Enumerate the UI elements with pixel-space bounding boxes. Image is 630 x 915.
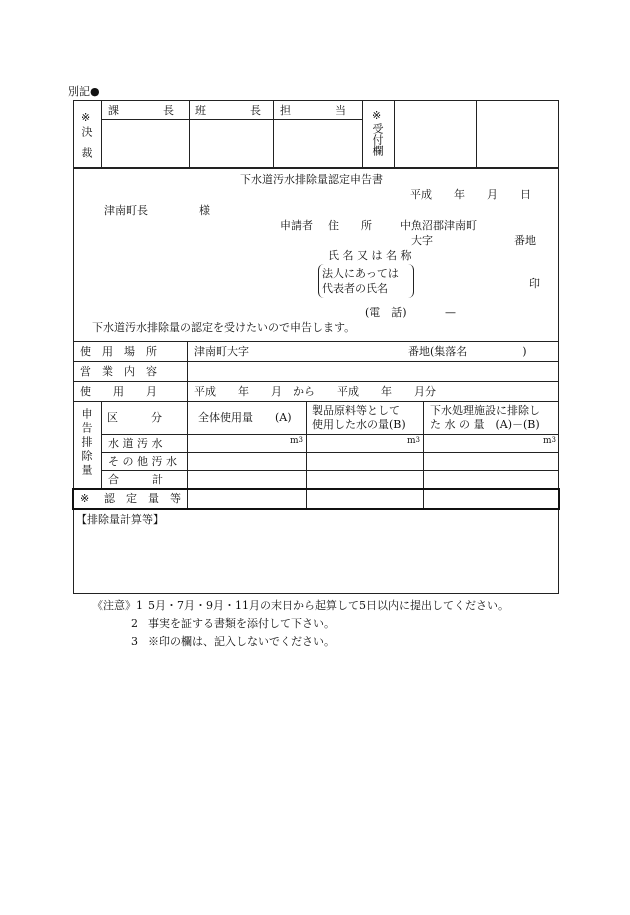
section-chief-label: 課 長 xyxy=(108,104,174,117)
address-value: 中魚沼郡津南町 xyxy=(400,219,477,232)
date-line: 平成 年 月 日 xyxy=(410,188,531,201)
row-other-label: そ の 他 汚 水 xyxy=(108,455,177,468)
note-3-text: ※印の欄は、記入しないでください。 xyxy=(148,635,335,648)
decision-label: 決裁 xyxy=(80,126,93,168)
statement: 下水道汚水排除量の認定を受けたいので申告します。 xyxy=(92,321,356,334)
unit-b: $m^3$ xyxy=(407,436,421,446)
usage-place-value: 津南町大字 xyxy=(194,345,249,358)
unit-a: $m^3$ xyxy=(290,436,304,446)
sewage-line1: 下水処理施設に排除し xyxy=(430,404,540,417)
seal-mark: 印 xyxy=(529,277,540,290)
corp-line1: 法人にあっては xyxy=(322,267,399,280)
discharge-label: 申告排除量 xyxy=(80,408,93,478)
note-1-num: 《注意》1 xyxy=(92,599,143,612)
calc-label: 【排除量計算等】 xyxy=(76,513,164,526)
note-3-num: 3 xyxy=(131,635,138,648)
addressee: 津南町長 xyxy=(104,204,148,217)
note-2-num: 2 xyxy=(131,617,138,630)
row-water-label: 水 道 汚 水 xyxy=(108,437,163,450)
period-label: 使 用 月 xyxy=(80,385,157,398)
address-label: 住 所 xyxy=(328,219,372,232)
decision-mark: ※ xyxy=(81,111,91,124)
receipt-mark: ※ xyxy=(372,109,382,122)
sewage-line2: た 水 の 量 (A)－(B) xyxy=(430,418,540,431)
phone-label: (電 話) xyxy=(365,306,407,319)
oaza-label: 大字 xyxy=(411,234,433,247)
category-label: 区 分 xyxy=(107,411,162,424)
banchi-label: 番地 xyxy=(514,234,536,247)
note-1-text: 5月・7月・9月・11月の末日から起算して5日以内に提出してください。 xyxy=(148,599,509,612)
unit-c: $m^3$ xyxy=(543,436,557,446)
addressee-suffix: 様 xyxy=(199,204,210,217)
receipt-label: 受付欄 xyxy=(371,123,384,156)
form-title: 下水道汚水排除量認定申告書 xyxy=(240,173,383,186)
note-2-text: 事実を証する書類を添付して下さい。 xyxy=(148,617,335,630)
team-leader-label: 班 長 xyxy=(195,104,261,117)
phone-dash: — xyxy=(445,306,456,319)
corp-line2: 代表者の氏名 xyxy=(322,282,388,295)
header-label: 別記● xyxy=(68,85,100,98)
person-in-charge-label: 担 当 xyxy=(280,104,346,117)
usage-place-banchi: 番地(集落名 ) xyxy=(408,345,527,358)
raw-material-line1: 製品原料等として xyxy=(312,404,400,417)
name-label: 氏 名 又 は 名 称 xyxy=(328,249,412,262)
certified-mark: ※ xyxy=(80,492,90,505)
total-usage-label: 全体使用量 (A) xyxy=(198,411,292,424)
business-label: 営 業 内 容 xyxy=(80,365,157,378)
raw-material-line2: 使用した水の量(B) xyxy=(312,418,406,431)
usage-place-label: 使 用 場 所 xyxy=(80,345,157,358)
applicant-label: 申請者 xyxy=(280,219,313,232)
certified-label: 認 定 量 等 xyxy=(104,492,181,505)
row-total-label: 合 計 xyxy=(108,473,163,486)
period-value: 平成 年 月 から 平成 年 月分 xyxy=(194,385,436,398)
